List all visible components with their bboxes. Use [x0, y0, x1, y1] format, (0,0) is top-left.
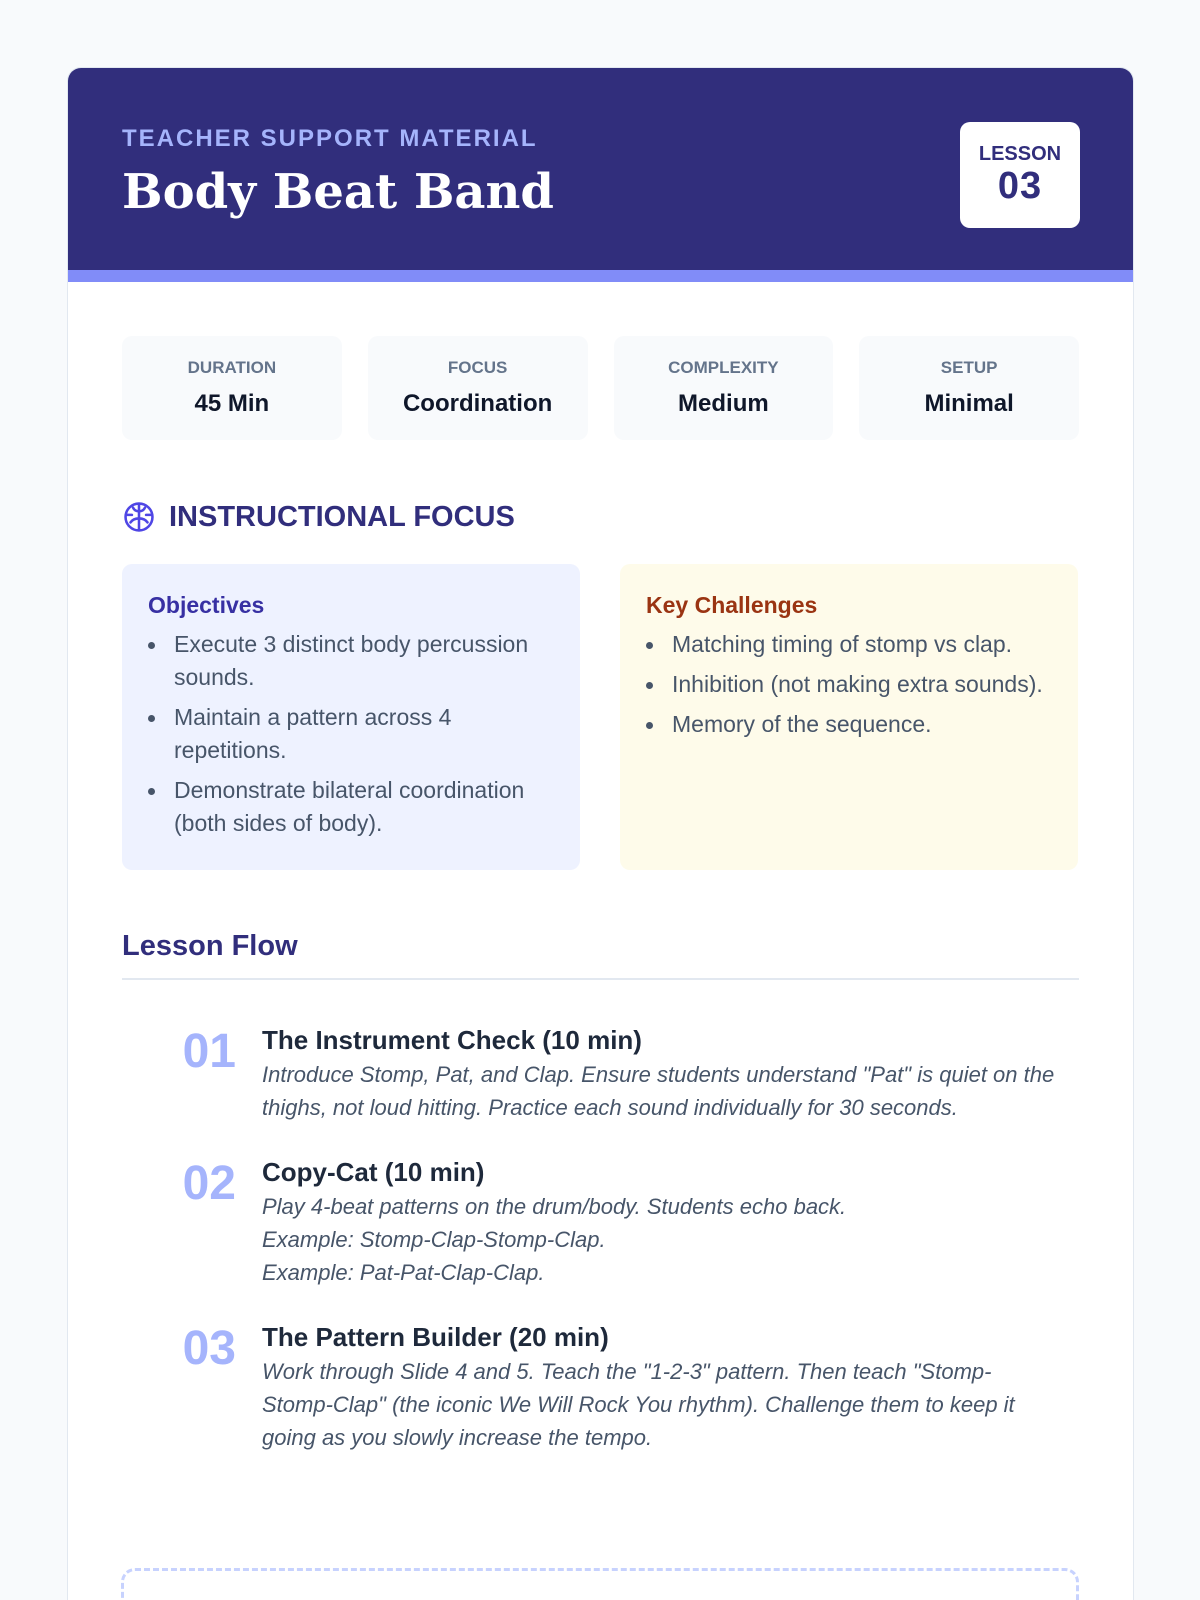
stat-complexity: [614, 336, 834, 440]
lesson-body: [68, 282, 1133, 1454]
flow-step: [122, 1024, 1079, 1124]
lesson-header: [68, 68, 1133, 282]
step-number: 03: [182, 1322, 236, 1375]
stat-value: Minimal: [924, 390, 1014, 417]
step-example-line: Example: Pat-Pat-Clap-Clap.: [262, 1260, 545, 1285]
list-item: Maintain a pattern across 4 repetitions.: [148, 701, 554, 767]
step-content: [262, 1024, 1060, 1124]
challenges-title: Key Challenges: [646, 592, 818, 618]
stat-value: Medium: [678, 390, 769, 417]
stats-row: [122, 336, 1079, 440]
challenges-list: [646, 628, 1052, 741]
stat-label: COMPLEXITY: [668, 358, 779, 377]
objectives-list: [148, 628, 554, 840]
challenges-panel: [620, 564, 1078, 870]
step-example-line: Example: Stomp-Clap-Stomp-Clap.: [262, 1227, 606, 1252]
stat-label: SETUP: [940, 358, 998, 377]
stat-focus: [368, 336, 588, 440]
step-number: 02: [182, 1157, 236, 1210]
lesson-flow-title: Lesson Flow: [122, 928, 1079, 980]
stat-duration: [122, 336, 342, 440]
list-item: Demonstrate bilateral coordination (both sides of body).: [148, 774, 554, 840]
stat-setup: [859, 336, 1079, 440]
step-number: 01: [182, 1025, 236, 1078]
list-item: Inhibition (not making extra sounds).: [646, 668, 1052, 701]
step-description-line: Play 4-beat patterns on the drum/body. Students echo back.: [262, 1194, 847, 1219]
focus-grid: [122, 564, 1079, 870]
stat-value: 45 Min: [194, 390, 270, 417]
list-item: Execute 3 distinct body percussion sounds.: [148, 628, 554, 694]
brain-icon: [122, 500, 156, 534]
step-content: [262, 1321, 1060, 1454]
step-description: Work through Slide 4 and 5. Teach the "1-2-3" pattern. Then teach "Stomp-Stomp-Clap" (the iconic We Will Rock You rhythm). Challenge them to keep it going as you slowly increase the tempo.: [262, 1359, 1015, 1450]
lesson-card: [67, 67, 1134, 1600]
lesson-badge: [960, 122, 1080, 228]
step-content: [262, 1156, 1060, 1289]
dashed-callout-box: [121, 1568, 1079, 1600]
page-title: Body Beat Band: [122, 164, 554, 220]
objectives-title: Objectives: [148, 592, 265, 618]
lesson-badge-label: LESSON: [978, 143, 1062, 165]
step-description: Introduce Stomp, Pat, and Clap. Ensure students understand "Pat" is quiet on the thighs, not loud hitting. Practice each sound individually for 30 seconds.: [262, 1062, 1055, 1120]
list-item: Matching timing of stomp vs clap.: [646, 628, 1052, 661]
lesson-flow-steps: [122, 1024, 1079, 1454]
objectives-panel: [122, 564, 580, 870]
flow-step: [122, 1321, 1079, 1454]
step-title: The Instrument Check (10 min): [262, 1025, 642, 1055]
stat-label: DURATION: [187, 358, 277, 377]
step-description: [262, 1190, 1060, 1289]
lesson-badge-number: 03: [997, 165, 1043, 207]
flow-step: [122, 1156, 1079, 1289]
step-title: The Pattern Builder (20 min): [262, 1322, 609, 1352]
stat-label: FOCUS: [447, 358, 508, 377]
header-kicker: TEACHER SUPPORT MATERIAL: [122, 125, 538, 152]
step-title: Copy-Cat (10 min): [262, 1157, 485, 1187]
section-title: INSTRUCTIONAL FOCUS: [169, 501, 515, 533]
instructional-focus-heading: [122, 498, 1079, 536]
list-item: Memory of the sequence.: [646, 708, 1052, 741]
stat-value: Coordination: [402, 390, 553, 417]
